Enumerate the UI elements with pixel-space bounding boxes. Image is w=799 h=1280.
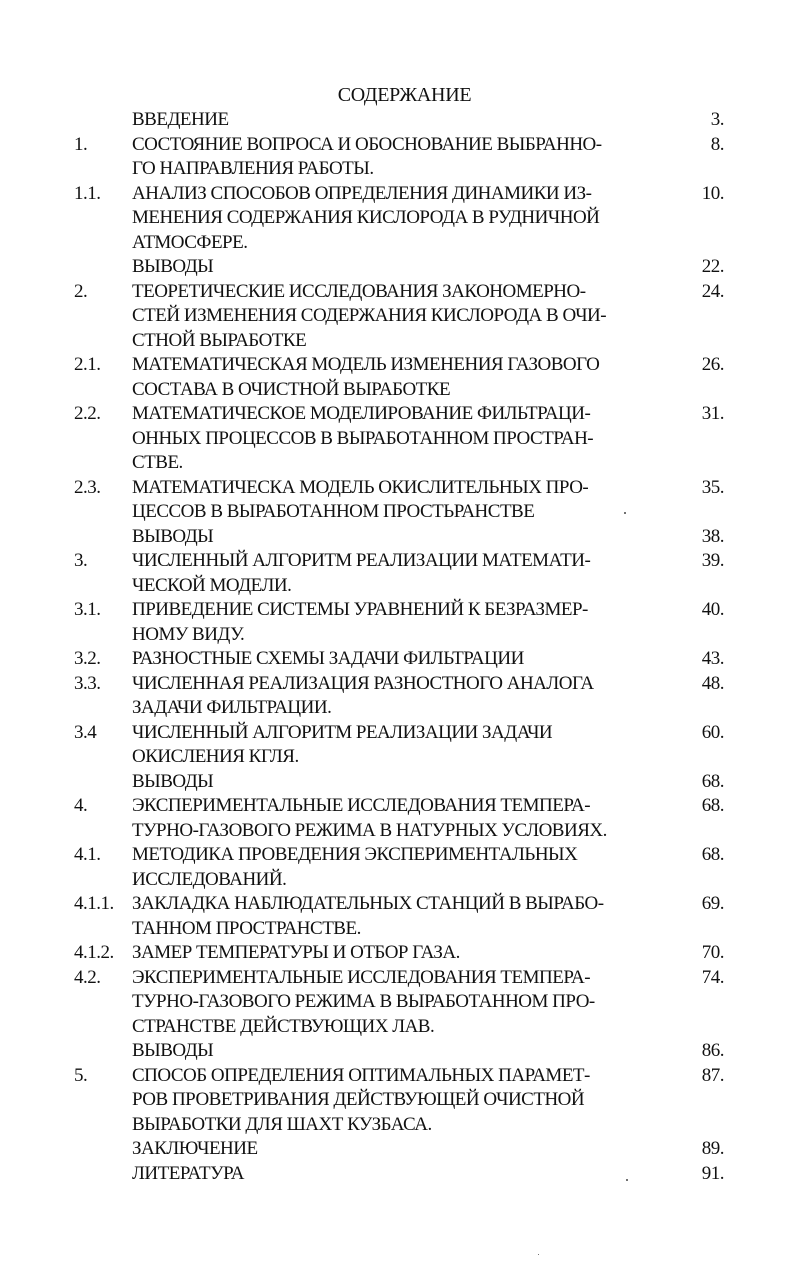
toc-entry-title-line: ЧИСЛЕННЫЙ АЛГОРИТМ РЕАЛИЗАЦИИ ЗАДАЧИ (132, 721, 553, 743)
toc-entry-page-number: 48. (701, 672, 724, 694)
toc-entry-title-line: ЛИТЕРАТУРА (132, 1162, 244, 1184)
toc-entry (74, 133, 724, 182)
toc-entry-title-line: СОСТОЯНИЕ ВОПРОСА И ОБОСНОВАНИЕ ВЫБРАННО- (132, 133, 602, 155)
toc-entry-page-number: 87. (701, 1064, 724, 1086)
toc-entry (74, 549, 724, 598)
toc-entry-title-line: МАТЕМАТИЧЕСКАЯ МОДЕЛЬ ИЗМЕНЕНИЯ ГАЗОВОГО (132, 354, 600, 375)
toc-entry-page-number: 10. (701, 182, 724, 204)
toc-entry-page-number: 68. (701, 844, 724, 865)
toc-entry-title-line: СТЕЙ ИЗМЕНЕНИЯ СОДЕРЖАНИЯ КИСЛОРОДА В ОЧИ- (132, 305, 607, 326)
toc-entry-title-line: ЧИСЛЕННЫЙ АЛГОРИТМ РЕАЛИЗАЦИИ МАТЕМАТИ- (132, 550, 591, 571)
toc-entry-title (132, 182, 662, 256)
toc-entry-title-line: СТВЕ. (132, 452, 183, 473)
toc-entry-page-number: 22. (701, 256, 724, 277)
toc-entry (74, 672, 724, 721)
toc-entry (74, 721, 724, 770)
toc-entry-title-line: ВЫВОДЫ (132, 1040, 214, 1061)
toc-entry (74, 794, 724, 843)
toc-entry-title-line: ЧЕСКОЙ МОДЕЛИ. (132, 574, 292, 596)
toc-entry-title-line: ОКИСЛЕНИЯ КГЛЯ. (132, 746, 299, 767)
toc-entry (74, 1137, 724, 1162)
toc-entry-page-number: 35. (701, 476, 724, 498)
toc-entry-title (132, 966, 662, 1040)
toc-entry-title (132, 255, 662, 280)
toc-entry-title (132, 402, 662, 476)
toc-entry-number: 1.1. (74, 182, 101, 204)
toc-entry-title (132, 549, 662, 598)
toc-entry-title-line: АНАЛИЗ СПОСОБОВ ОПРЕДЕЛЕНИЯ ДИНАМИКИ ИЗ- (132, 182, 592, 204)
toc-entry-number: 3. (74, 550, 88, 571)
scan-speck (624, 512, 626, 514)
toc-entry-title-line: ТАННОМ ПРОСТРАНСТВЕ. (132, 917, 361, 939)
toc-entry-number: 2.1. (74, 354, 101, 375)
toc-entry-title-line: ЭКСПЕРИМЕНТАЛЬНЫЕ ИССЛЕДОВАНИЯ ТЕМПЕРА- (132, 795, 591, 816)
toc-entry-page-number: 38. (701, 525, 724, 547)
toc-entry-number: 4.1. (74, 844, 101, 865)
toc-entry (74, 476, 724, 525)
toc-entry (74, 843, 724, 892)
toc-entry-title-line: СОСТАВА В ОЧИСТНОЙ ВЫРАБОТКЕ (132, 378, 451, 400)
scan-speck (538, 1254, 539, 1255)
scan-speck (626, 1179, 628, 1181)
toc-entry (74, 525, 724, 550)
toc-entry-title (132, 794, 662, 843)
toc-entry-title-line: ЗАКЛЮЧЕНИЕ (132, 1138, 258, 1159)
toc-entry-number: 3.2. (74, 648, 101, 669)
toc-entry (74, 1162, 724, 1187)
toc-entry-title (132, 1137, 662, 1162)
toc-entry-title-line: ВЫРАБОТКИ ДЛЯ ШАХТ КУЗБАСА. (132, 1113, 432, 1135)
toc-entry-title (132, 133, 662, 182)
toc-entry-number: 2. (74, 280, 88, 302)
toc-entry-title-line: ЗАДАЧИ ФИЛЬТРАЦИИ. (132, 697, 332, 718)
toc-entry-title-line: ВВЕДЕНИЕ (132, 109, 229, 130)
toc-entry-title-line: ТУРНО-ГАЗОВОГО РЕЖИМА В НАТУРНЫХ УСЛОВИЯХ. (132, 819, 607, 841)
toc-entry (74, 108, 724, 133)
toc-entry-title-line: ВЫВОДЫ (132, 770, 214, 792)
toc-entry-page-number: 69. (701, 893, 724, 914)
toc-entry-title (132, 353, 662, 402)
toc-entry-title (132, 647, 662, 672)
toc-entry (74, 941, 724, 966)
toc-entry-page-number: 43. (701, 648, 724, 669)
toc-entry (74, 647, 724, 672)
toc-entry-title (132, 892, 662, 941)
toc-entry-number: 4.2. (74, 966, 101, 988)
toc-entry-page-number: 26. (701, 354, 724, 375)
toc-entry-title-line: МАТЕМАТИЧЕСКА МОДЕЛЬ ОКИСЛИТЕЛЬНЫХ ПРО- (132, 476, 589, 498)
toc-entry (74, 966, 724, 1040)
toc-entry (74, 1039, 724, 1064)
toc-entry-title-line: СПОСОБ ОПРЕДЕЛЕНИЯ ОПТИМАЛЬНЫХ ПАРАМЕТ- (132, 1064, 590, 1086)
toc-entry-title-line: ЧИСЛЕННАЯ РЕАЛИЗАЦИЯ РАЗНОСТНОГО АНАЛОГА (132, 672, 594, 694)
toc-entry-title-line: ВЫВОДЫ (132, 256, 214, 277)
toc-entry-number: 3.4 (74, 721, 97, 743)
toc-entry-number: 4.1.1. (74, 893, 114, 914)
toc-entry-page-number: 86. (701, 1040, 724, 1061)
toc-entry (74, 598, 724, 647)
toc-entry-title-line: ОННЫХ ПРОЦЕССОВ В ВЫРАБОТАННОМ ПРОСТРАН- (132, 427, 594, 449)
toc-entry-page-number: 74. (701, 966, 724, 988)
toc-entry-title-line: ЭКСПЕРИМЕНТАЛЬНЫЕ ИССЛЕДОВАНИЯ ТЕМПЕРА- (132, 966, 591, 988)
toc-entry-title (132, 770, 662, 795)
toc-entry-title-line: ПРИВЕДЕНИЕ СИСТЕМЫ УРАВНЕНИЙ К БЕЗРАЗМЕР- (132, 599, 588, 620)
toc-entry-title-line: ЗАКЛАДКА НАБЛЮДАТЕЛЬНЫХ СТАНЦИЙ В ВЫРАБО- (132, 893, 604, 914)
toc-entry-number: 3.3. (74, 672, 101, 694)
toc-entry (74, 255, 724, 280)
toc-entry (74, 280, 724, 354)
toc-entry-number: 5. (74, 1064, 88, 1086)
toc-entry-title-line: ТУРНО-ГАЗОВОГО РЕЖИМА В ВЫРАБОТАННОМ ПРО- (132, 991, 595, 1012)
toc-entry (74, 1064, 724, 1138)
toc-entry-page-number: 31. (701, 403, 724, 424)
toc-entry-title-line: СТРАНСТВЕ ДЕЙСТВУЮЩИХ ЛАВ. (132, 1015, 435, 1037)
toc-entry-page-number: 68. (701, 770, 724, 792)
page-title: СОДЕРЖАНИЕ (337, 84, 472, 106)
toc-entry (74, 353, 724, 402)
toc-entry-title (132, 280, 662, 354)
toc-entry-title (132, 1064, 662, 1138)
toc-entry-page-number: 70. (701, 942, 724, 963)
toc-entry (74, 402, 724, 476)
toc-entry-title-line: НОМУ ВИДУ. (132, 623, 245, 645)
toc-entry-title-line: ЗАМЕР ТЕМПЕРАТУРЫ И ОТБОР ГАЗА. (132, 942, 460, 963)
toc-entry-title (132, 941, 662, 966)
toc-entry-number: 4. (74, 795, 88, 816)
toc-entry-title-line: ВЫВОДЫ (132, 525, 214, 547)
toc-entry-title (132, 721, 662, 770)
toc-entry-title-line: МАТЕМАТИЧЕСКОЕ МОДЕЛИРОВАНИЕ ФИЛЬТРАЦИ- (132, 403, 591, 424)
toc-entry-title-line: ГО НАПРАВЛЕНИЯ РАБОТЫ. (132, 158, 374, 179)
toc-entry (74, 770, 724, 795)
toc-entry-page-number: 39. (701, 550, 724, 571)
toc-entry-title (132, 476, 662, 525)
toc-entry-title (132, 672, 662, 721)
toc-entry-page-number: 3. (710, 109, 724, 130)
toc-entry-title-line: СТНОЙ ВЫРАБОТКЕ (132, 329, 307, 351)
toc-entry-title (132, 525, 662, 550)
toc-entry-number: 4.1.2. (74, 942, 114, 963)
toc-entry-page-number: 8. (710, 133, 724, 155)
toc-entry-title (132, 1162, 662, 1187)
toc-entry-page-number: 91. (701, 1162, 724, 1184)
toc-entry-page-number: 60. (701, 721, 724, 743)
toc-entry (74, 182, 724, 256)
toc-entry-title-line: МЕТОДИКА ПРОВЕДЕНИЯ ЭКСПЕРИМЕНТАЛЬНЫХ (132, 844, 578, 865)
toc-entry-number: 3.1. (74, 599, 101, 620)
table-of-contents (74, 108, 724, 1186)
toc-entry-title (132, 598, 662, 647)
toc-entry-title-line: АТМОСФЕРЕ. (132, 231, 248, 253)
toc-entry-title-line: РОВ ПРОВЕТРИВАНИЯ ДЕЙСТВУЮЩЕЙ ОЧИСТНОЙ (132, 1089, 585, 1110)
toc-entry-title-line: ТЕОРЕТИЧЕСКИЕ ИССЛЕДОВАНИЯ ЗАКОНОМЕРНО- (132, 280, 586, 302)
toc-entry (74, 892, 724, 941)
toc-entry-title-line: РАЗНОСТНЫЕ СХЕМЫ ЗАДАЧИ ФИЛЬТРАЦИИ (132, 648, 524, 669)
toc-entry-page-number: 68. (701, 795, 724, 816)
toc-entry-page-number: 24. (701, 280, 724, 302)
toc-entry-title-line: ИССЛЕДОВАНИЙ. (132, 868, 287, 890)
toc-entry-title-line: ЦЕССОВ В ВЫРАБОТАННОМ ПРОСТЬРАНСТВЕ (132, 501, 535, 522)
toc-entry-title (132, 843, 662, 892)
toc-entry-number: 1. (74, 133, 88, 155)
toc-entry-title (132, 108, 662, 133)
toc-entry-page-number: 89. (701, 1138, 724, 1159)
toc-entry-title (132, 1039, 662, 1064)
toc-entry-title-line: МЕНЕНИЯ СОДЕРЖАНИЯ КИСЛОРОДА В РУДНИЧНОЙ (132, 207, 600, 228)
toc-entry-number: 2.2. (74, 403, 101, 424)
toc-entry-number: 2.3. (74, 476, 101, 498)
toc-entry-page-number: 40. (701, 599, 724, 620)
